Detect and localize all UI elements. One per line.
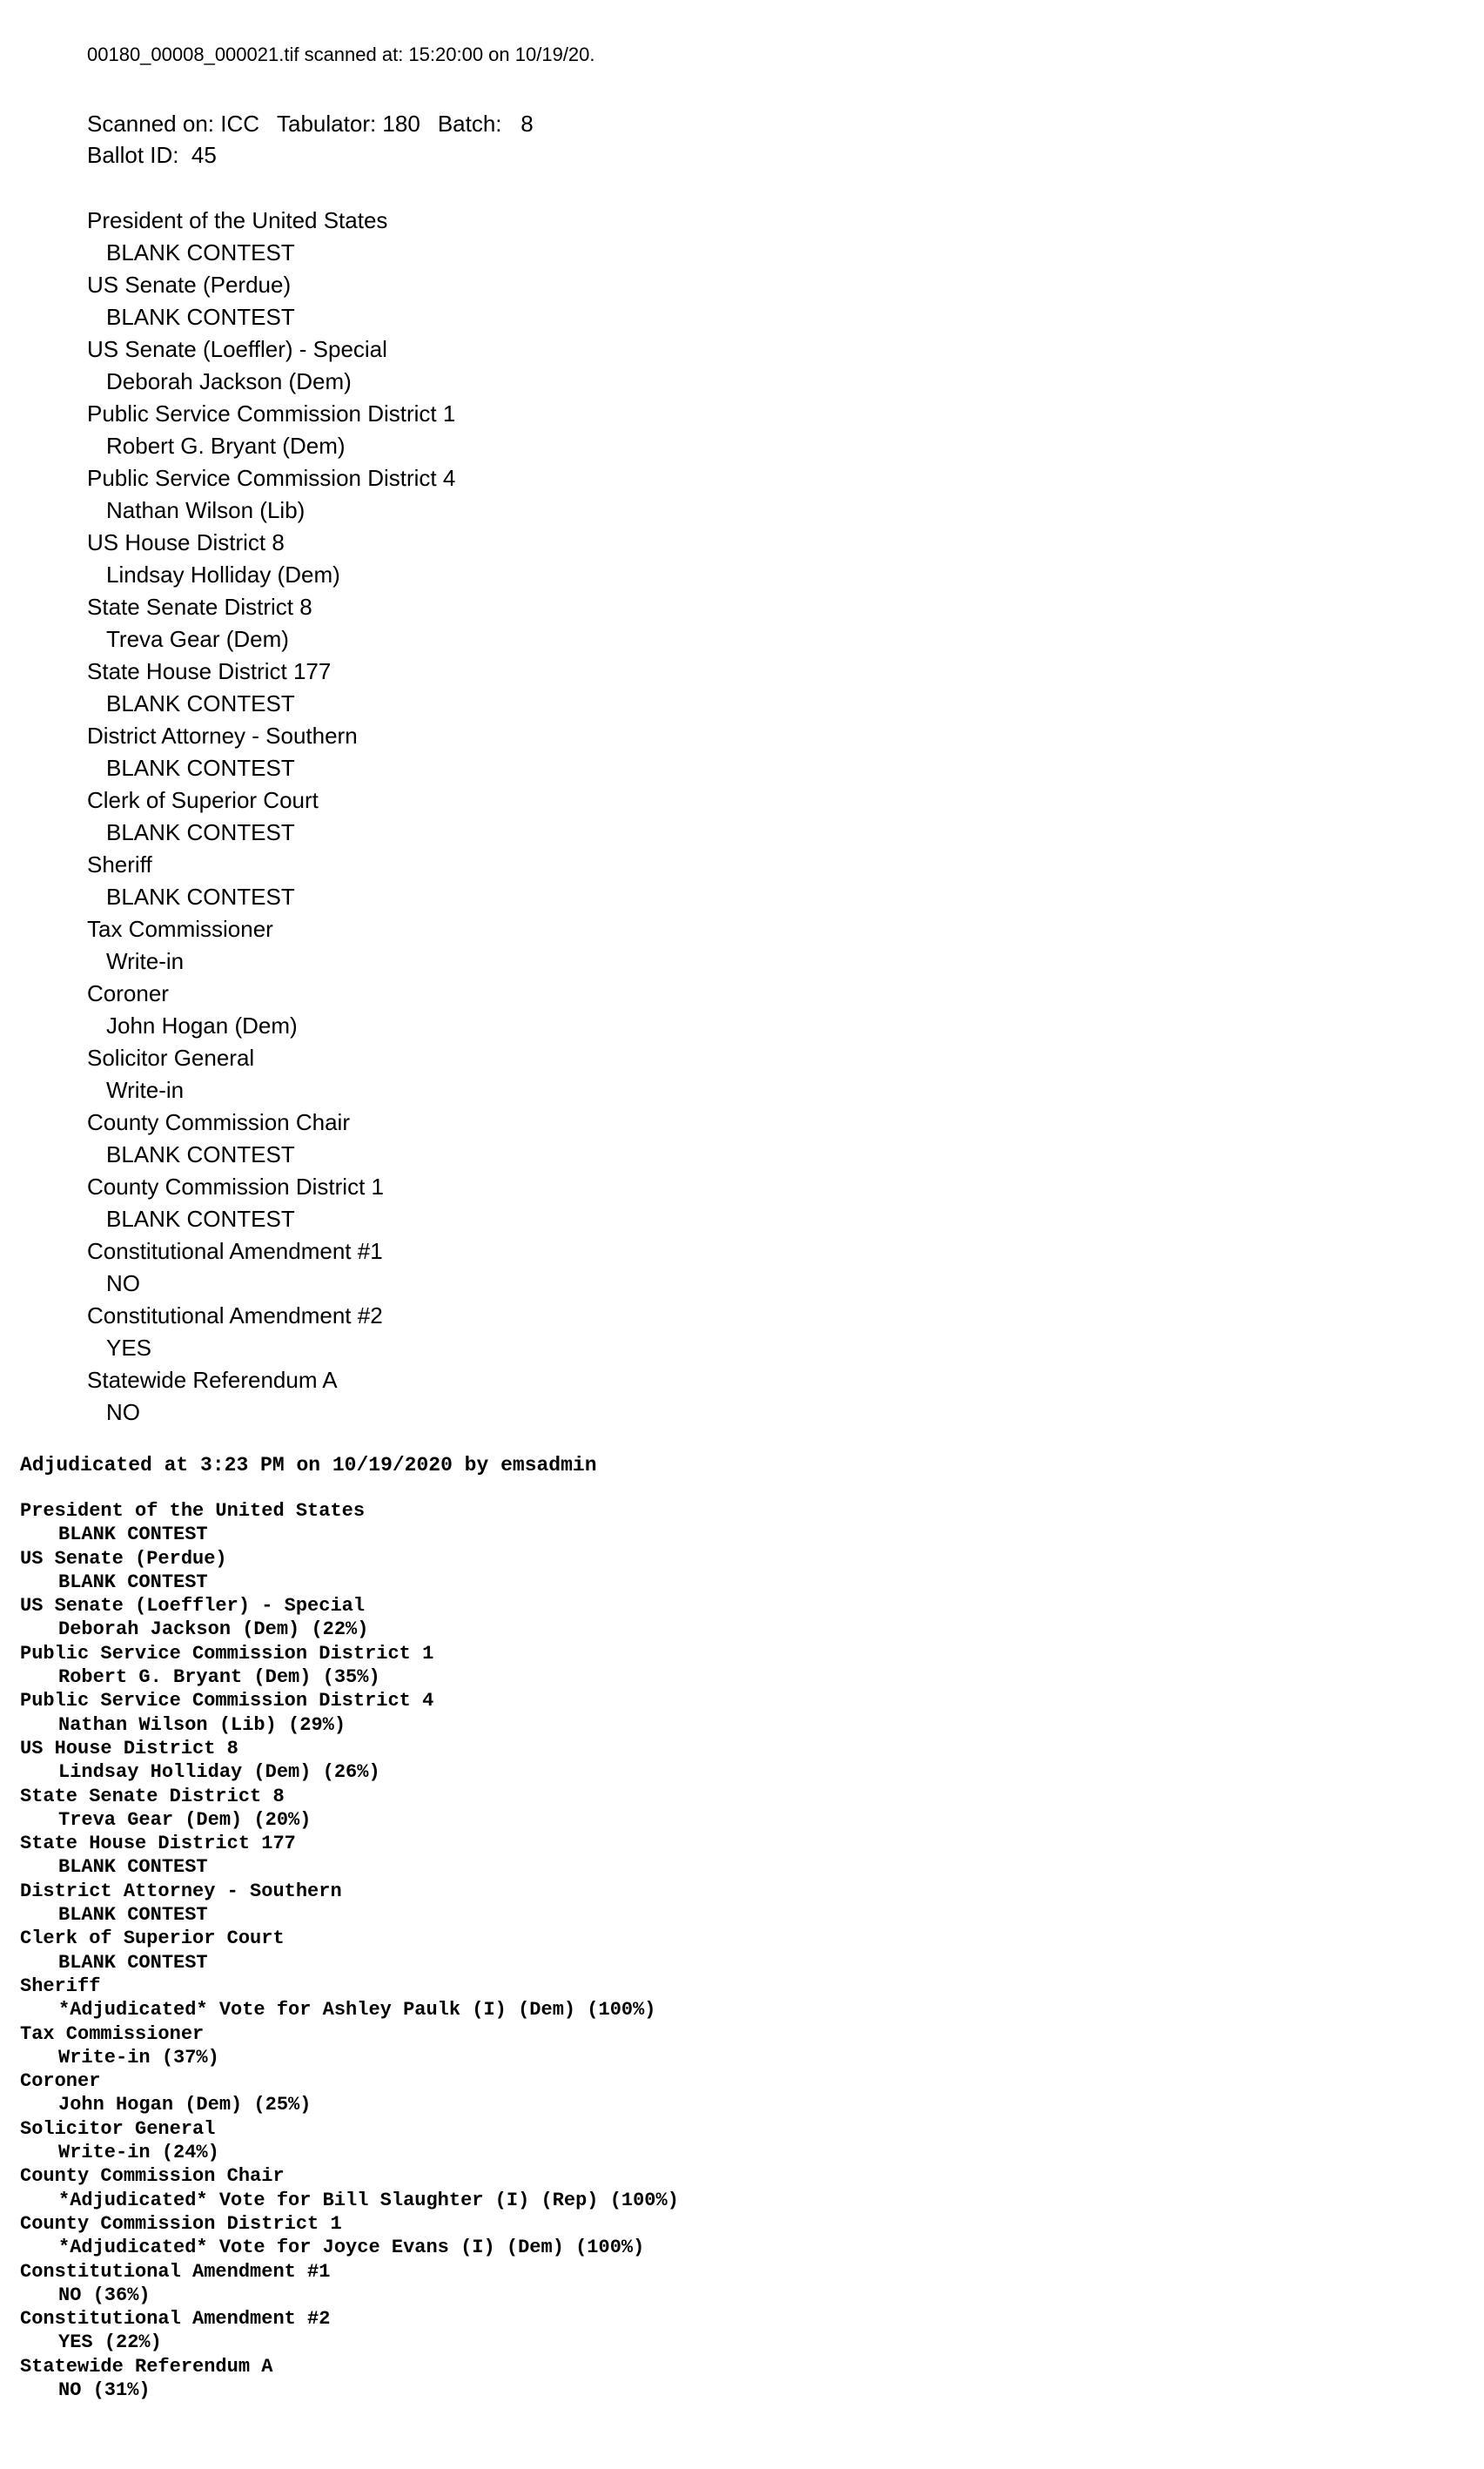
adjudicated-contest-title: Clerk of Superior Court — [20, 1927, 285, 1950]
scanned-contest-choice: BLANK CONTEST — [106, 690, 295, 716]
adjudicated-contest-title: Constitutional Amendment #2 — [20, 2308, 331, 2331]
scanned-contest-choice: Nathan Wilson (Lib) — [106, 497, 306, 523]
adjudicated-contest-title: County Commission District 1 — [20, 2212, 342, 2235]
scanned-contest-title: Statewide Referendum A — [87, 1367, 338, 1393]
adjudicated-contest-choice: NO (31%) — [58, 2378, 151, 2401]
scanned-contest-choice: BLANK CONTEST — [106, 239, 295, 266]
adjudicated-contest-choice: Treva Gear (Dem) (20%) — [58, 1808, 312, 1831]
adjudicated-contest-list — [20, 1499, 679, 2402]
adjudicated-contest-choice: YES (22%) — [58, 2331, 162, 2354]
adjudicated-contest-choice: Lindsay Holliday (Dem) (26%) — [58, 1761, 380, 1784]
scan-file-header: 00180_00008_000021.tif scanned at: 15:20:00 on 10/19/20. — [87, 44, 595, 65]
scanned-contest-choice: YES — [106, 1335, 152, 1361]
scan-record-section — [87, 42, 595, 1429]
scanned-contest-title: Constitutional Amendment #1 — [87, 1238, 383, 1264]
scanned-contest-title: US House District 8 — [87, 529, 285, 555]
adjudicated-contest-choice: NO (36%) — [58, 2284, 151, 2306]
adjudicated-contest-choice: BLANK CONTEST — [58, 1856, 208, 1879]
scanned-contest-choice: Treva Gear (Dem) — [106, 626, 289, 652]
scanned-contest-choice: John Hogan (Dem) — [106, 1012, 298, 1039]
adjudicated-contest-title: Public Service Commission District 1 — [20, 1642, 434, 1665]
scanned-contest-choice: NO — [106, 1399, 140, 1425]
scanned-contest-title: Tax Commissioner — [87, 916, 273, 942]
scanned-contest-title: Constitutional Amendment #2 — [87, 1302, 383, 1329]
scanned-contest-title: County Commission Chair — [87, 1109, 350, 1135]
scan-metadata — [87, 108, 595, 171]
scanned-contest-title: District Attorney - Southern — [87, 723, 358, 749]
adjudicated-contest-choice: Write-in (37%) — [58, 2046, 219, 2069]
scanned-contest-list — [87, 205, 595, 1429]
scan-meta-line — [87, 108, 595, 139]
adjudicated-contest-title: Solicitor General — [20, 2117, 216, 2140]
adjudicated-contest-choice: BLANK CONTEST — [58, 1904, 208, 1927]
adjudicated-contest-choice: *Adjudicated* Vote for Bill Slaughter (I) (Rep) (100%) — [58, 2189, 679, 2211]
adjudicated-contest-title: County Commission Chair — [20, 2165, 285, 2188]
adjudicated-contest-choice: Deborah Jackson (Dem) (22%) — [58, 1618, 369, 1641]
adjudicated-contest-title: State Senate District 8 — [20, 1785, 285, 1807]
adjudicated-contest-choice: BLANK CONTEST — [58, 1951, 208, 1974]
adjudicated-contest-choice: BLANK CONTEST — [58, 1524, 208, 1546]
scanned-contest-choice: BLANK CONTEST — [106, 755, 295, 781]
ballot-id-label: Ballot ID: 45 — [87, 142, 217, 168]
adjudicated-contest-title: Tax Commissioner — [20, 2022, 205, 2045]
adjudicated-contest-choice: *Adjudicated* Vote for Ashley Paulk (I) (Dem) (100%) — [58, 1999, 656, 2022]
adjudicated-contest-title: District Attorney - Southern — [20, 1880, 342, 1902]
scanned-contest-title: President of the United States — [87, 207, 388, 233]
adjudicated-contest-title: Coroner — [20, 2070, 101, 2093]
adjudicated-contest-title: US Senate (Loeffler) - Special — [20, 1595, 366, 1618]
scanned-contest-choice: Lindsay Holliday (Dem) — [106, 562, 340, 588]
adjudicated-contest-choice: Robert G. Bryant (Dem) (35%) — [58, 1666, 380, 1689]
adjudication-header: Adjudicated at 3:23 PM on 10/19/2020 by emsadmin — [20, 1454, 597, 1477]
scanned-contest-title: Sheriff — [87, 851, 152, 878]
tabulator-label: Tabulator: 180 — [277, 111, 420, 137]
adjudicated-contest-title: President of the United States — [20, 1500, 366, 1522]
adjudicated-contest-title: US Senate (Perdue) — [20, 1547, 227, 1570]
adjudicated-contest-choice: John Hogan (Dem) (25%) — [58, 2094, 312, 2116]
scanned-contest-choice: Write-in — [106, 948, 185, 974]
scanned-contest-title: Public Service Commission District 1 — [87, 400, 456, 427]
scanned-contest-title: State Senate District 8 — [87, 594, 312, 620]
scanned-contest-choice: Deborah Jackson (Dem) — [106, 368, 352, 394]
scanned-contest-title: US Senate (Perdue) — [87, 272, 292, 298]
scanned-contest-title: County Commission District 1 — [87, 1174, 384, 1200]
scanned-contest-title: Public Service Commission District 4 — [87, 465, 456, 491]
adjudication-section — [20, 1452, 679, 2402]
adjudicated-contest-title: US House District 8 — [20, 1737, 238, 1759]
adjudicated-contest-choice: BLANK CONTEST — [58, 1571, 208, 1593]
scanned-contest-title: US Senate (Loeffler) - Special — [87, 336, 387, 362]
scanned-contest-choice: BLANK CONTEST — [106, 1141, 295, 1167]
scanned-contest-title: Clerk of Superior Court — [87, 787, 319, 813]
adjudicated-contest-title: Public Service Commission District 4 — [20, 1690, 434, 1712]
scanned-contest-choice: BLANK CONTEST — [106, 1206, 295, 1232]
scanned-contest-choice: BLANK CONTEST — [106, 819, 295, 845]
adjudicated-contest-choice: Write-in (24%) — [58, 2142, 219, 2164]
adjudicated-contest-choice: Nathan Wilson (Lib) (29%) — [58, 1713, 346, 1736]
scanned-contest-title: State House District 177 — [87, 658, 332, 684]
scanned-contest-choice: Robert G. Bryant (Dem) — [106, 433, 346, 459]
scanned-contest-title: Solicitor General — [87, 1045, 255, 1071]
scanned-contest-choice: NO — [106, 1270, 140, 1296]
adjudicated-contest-title: State House District 177 — [20, 1833, 296, 1855]
adjudicated-contest-choice: *Adjudicated* Vote for Joyce Evans (I) (Dem) (100%) — [58, 2237, 645, 2259]
scanned-on-label: Scanned on: ICC — [87, 111, 260, 137]
scanned-contest-choice: Write-in — [106, 1077, 185, 1103]
scanned-contest-choice: BLANK CONTEST — [106, 304, 295, 330]
scanned-contest-choice: BLANK CONTEST — [106, 884, 295, 910]
adjudicated-contest-title: Statewide Referendum A — [20, 2355, 273, 2378]
adjudicated-contest-title: Sheriff — [20, 1975, 101, 1997]
batch-label: Batch: 8 — [437, 111, 534, 137]
adjudicated-contest-title: Constitutional Amendment #1 — [20, 2260, 331, 2283]
scanned-contest-title: Coroner — [87, 980, 169, 1006]
